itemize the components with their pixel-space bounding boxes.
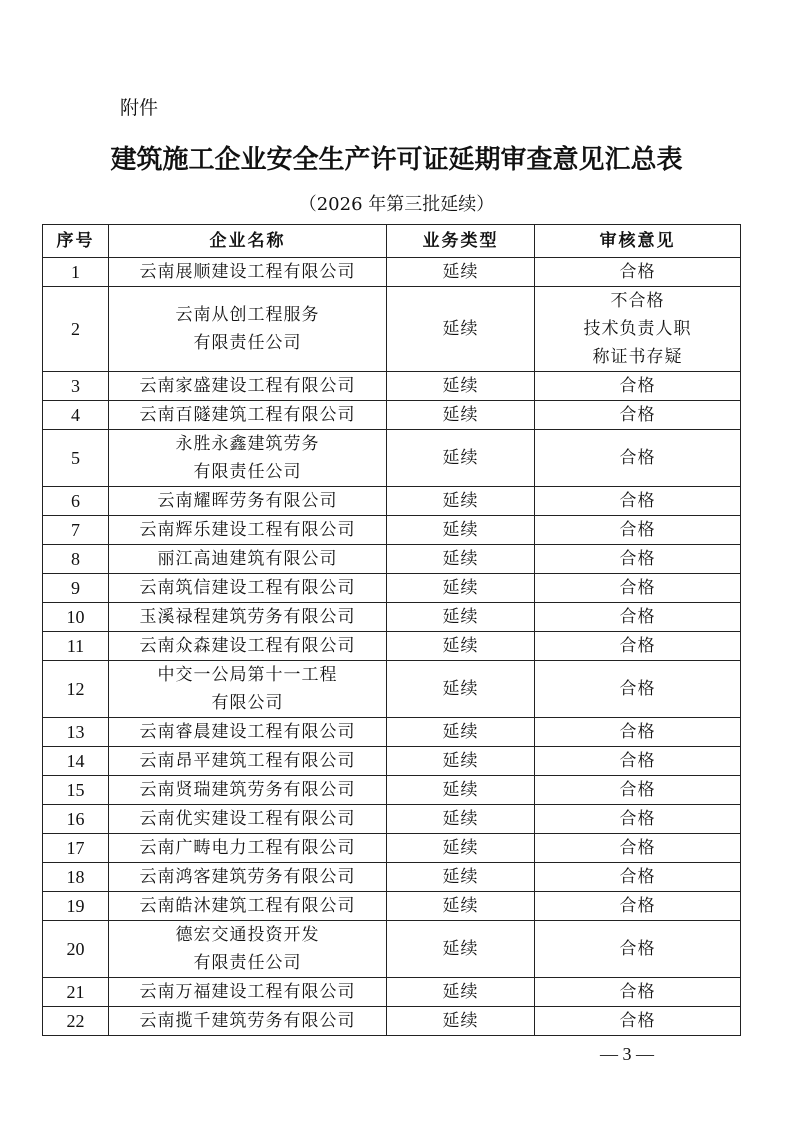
review-opinion-line: 合格 xyxy=(619,982,656,1002)
table-row xyxy=(43,863,741,892)
business-type-cell: 延续 xyxy=(387,430,535,487)
review-opinion-cell xyxy=(535,805,741,834)
table-row xyxy=(43,430,741,487)
serial-number-cell: 10 xyxy=(43,603,109,632)
company-name-cell xyxy=(109,661,387,718)
company-name-cell xyxy=(109,718,387,747)
review-opinion-cell xyxy=(535,892,741,921)
review-opinion-cell xyxy=(535,1007,741,1036)
serial-number-cell: 6 xyxy=(43,487,109,516)
review-opinion-line: 合格 xyxy=(619,838,656,858)
review-opinion-line: 合格 xyxy=(619,405,656,425)
serial-number-cell: 1 xyxy=(43,258,109,287)
attachment-label: 附件 xyxy=(120,97,159,119)
serial-number-cell: 5 xyxy=(43,430,109,487)
business-type-cell: 延续 xyxy=(387,978,535,1007)
page-number: — 3 — xyxy=(600,1044,654,1064)
company-name-line: 云南家盛建设工程有限公司 xyxy=(139,376,356,396)
company-name-line: 云南皓沐建筑工程有限公司 xyxy=(139,896,356,916)
review-opinion-cell xyxy=(535,372,741,401)
company-name-line: 云南睿晨建设工程有限公司 xyxy=(139,722,356,742)
review-opinion-cell xyxy=(535,487,741,516)
company-name-line: 云南展顺建设工程有限公司 xyxy=(139,262,356,282)
company-name-cell xyxy=(109,372,387,401)
review-opinion-cell xyxy=(535,921,741,978)
review-opinion-cell xyxy=(535,978,741,1007)
business-type-cell: 延续 xyxy=(387,603,535,632)
serial-number-cell: 2 xyxy=(43,287,109,372)
serial-number-cell: 22 xyxy=(43,1007,109,1036)
table-row xyxy=(43,1007,741,1036)
review-opinion-cell xyxy=(535,574,741,603)
company-name-cell xyxy=(109,401,387,430)
company-name-cell xyxy=(109,834,387,863)
serial-number-cell: 4 xyxy=(43,401,109,430)
review-opinion-cell xyxy=(535,430,741,487)
serial-number-cell: 13 xyxy=(43,718,109,747)
table-row xyxy=(43,287,741,372)
review-opinion-line: 称证书存疑 xyxy=(592,347,683,367)
company-name-line: 云南筑信建设工程有限公司 xyxy=(139,578,356,598)
review-opinion-line: 合格 xyxy=(619,448,656,468)
document-subtitle: （2026 年第三批延续） xyxy=(298,194,495,215)
review-opinion-line: 合格 xyxy=(619,262,656,282)
table-row xyxy=(43,372,741,401)
review-opinion-line: 合格 xyxy=(619,636,656,656)
company-name-cell xyxy=(109,632,387,661)
review-opinion-line: 合格 xyxy=(619,939,656,959)
review-opinion-cell xyxy=(535,287,741,372)
review-opinion-line: 合格 xyxy=(619,549,656,569)
table-header-row xyxy=(43,225,741,258)
company-name-line: 德宏交通投资开发 xyxy=(175,925,320,945)
serial-number-cell: 21 xyxy=(43,978,109,1007)
header-company-name: 企业名称 xyxy=(109,225,387,258)
serial-number-cell: 19 xyxy=(43,892,109,921)
review-opinion-cell xyxy=(535,747,741,776)
serial-number-cell: 7 xyxy=(43,516,109,545)
company-name-line: 中交一公局第十一工程 xyxy=(157,665,338,685)
review-opinion-cell xyxy=(535,718,741,747)
company-name-line: 有限责任公司 xyxy=(193,953,302,973)
table-row xyxy=(43,921,741,978)
review-opinion-line: 合格 xyxy=(619,491,656,511)
company-name-line: 云南揽千建筑劳务有限公司 xyxy=(139,1011,356,1031)
table-row xyxy=(43,747,741,776)
table-row xyxy=(43,661,741,718)
review-opinion-line: 合格 xyxy=(619,376,656,396)
business-type-cell: 延续 xyxy=(387,258,535,287)
serial-number-cell: 11 xyxy=(43,632,109,661)
review-opinion-cell xyxy=(535,401,741,430)
company-name-line: 有限公司 xyxy=(211,693,284,713)
company-name-line: 云南耀晖劳务有限公司 xyxy=(157,491,338,511)
company-name-cell xyxy=(109,863,387,892)
company-name-line: 有限责任公司 xyxy=(193,333,302,353)
company-name-line: 玉溪禄程建筑劳务有限公司 xyxy=(139,607,356,627)
serial-number-cell: 12 xyxy=(43,661,109,718)
company-name-cell xyxy=(109,516,387,545)
table-row xyxy=(43,401,741,430)
company-name-line: 云南从创工程服务 xyxy=(175,305,320,325)
serial-number-cell: 20 xyxy=(43,921,109,978)
business-type-cell: 延续 xyxy=(387,487,535,516)
company-name-line: 云南百隧建筑工程有限公司 xyxy=(139,405,356,425)
business-type-cell: 延续 xyxy=(387,632,535,661)
review-opinion-cell xyxy=(535,834,741,863)
review-opinion-line: 合格 xyxy=(619,722,656,742)
review-opinion-cell xyxy=(535,545,741,574)
company-name-line: 云南昂平建筑工程有限公司 xyxy=(139,751,356,771)
serial-number-cell: 9 xyxy=(43,574,109,603)
table-row xyxy=(43,603,741,632)
review-opinion-line: 合格 xyxy=(619,896,656,916)
review-opinion-cell xyxy=(535,258,741,287)
review-opinion-line: 合格 xyxy=(619,867,656,887)
company-name-line: 云南众森建设工程有限公司 xyxy=(139,636,356,656)
table-row xyxy=(43,978,741,1007)
business-type-cell: 延续 xyxy=(387,834,535,863)
business-type-cell: 延续 xyxy=(387,805,535,834)
business-type-cell: 延续 xyxy=(387,516,535,545)
serial-number-cell: 15 xyxy=(43,776,109,805)
business-type-cell: 延续 xyxy=(387,401,535,430)
company-name-cell xyxy=(109,287,387,372)
review-opinion-line: 不合格 xyxy=(610,291,665,311)
review-opinion-line: 技术负责人职 xyxy=(583,319,692,339)
company-name-line: 云南鸿客建筑劳务有限公司 xyxy=(139,867,356,887)
business-type-cell: 延续 xyxy=(387,661,535,718)
header-serial-number: 序号 xyxy=(43,225,109,258)
company-name-cell xyxy=(109,545,387,574)
table-row xyxy=(43,545,741,574)
review-opinion-line: 合格 xyxy=(619,607,656,627)
review-opinion-line: 合格 xyxy=(619,679,656,699)
serial-number-cell: 14 xyxy=(43,747,109,776)
company-name-line: 丽江高迪建筑有限公司 xyxy=(157,549,338,569)
business-type-cell: 延续 xyxy=(387,747,535,776)
review-opinion-line: 合格 xyxy=(619,751,656,771)
company-name-cell xyxy=(109,430,387,487)
business-type-cell: 延续 xyxy=(387,892,535,921)
company-name-cell xyxy=(109,978,387,1007)
serial-number-cell: 3 xyxy=(43,372,109,401)
company-name-cell xyxy=(109,805,387,834)
company-name-cell xyxy=(109,603,387,632)
serial-number-cell: 8 xyxy=(43,545,109,574)
review-opinion-cell xyxy=(535,863,741,892)
company-name-cell xyxy=(109,574,387,603)
company-name-cell xyxy=(109,487,387,516)
business-type-cell: 延续 xyxy=(387,574,535,603)
company-name-cell xyxy=(109,776,387,805)
company-name-line: 永胜永鑫建筑劳务 xyxy=(175,434,320,454)
review-opinion-cell xyxy=(535,776,741,805)
review-opinion-line: 合格 xyxy=(619,780,656,800)
company-name-cell xyxy=(109,1007,387,1036)
business-type-cell: 延续 xyxy=(387,1007,535,1036)
review-summary-table xyxy=(42,224,741,1036)
business-type-cell: 延续 xyxy=(387,776,535,805)
company-name-cell xyxy=(109,892,387,921)
business-type-cell: 延续 xyxy=(387,545,535,574)
table-row xyxy=(43,718,741,747)
review-opinion-cell xyxy=(535,603,741,632)
company-name-line: 云南广畴电力工程有限公司 xyxy=(139,838,356,858)
review-opinion-line: 合格 xyxy=(619,520,656,540)
table-row xyxy=(43,834,741,863)
business-type-cell: 延续 xyxy=(387,372,535,401)
table-row xyxy=(43,805,741,834)
table-row xyxy=(43,487,741,516)
business-type-cell: 延续 xyxy=(387,921,535,978)
company-name-line: 云南万福建设工程有限公司 xyxy=(139,982,356,1002)
company-name-cell xyxy=(109,747,387,776)
business-type-cell: 延续 xyxy=(387,287,535,372)
company-name-line: 云南辉乐建设工程有限公司 xyxy=(139,520,356,540)
business-type-cell: 延续 xyxy=(387,718,535,747)
company-name-cell xyxy=(109,258,387,287)
table-body xyxy=(43,258,741,1036)
table-row xyxy=(43,574,741,603)
header-business-type: 业务类型 xyxy=(387,225,535,258)
table-row xyxy=(43,516,741,545)
table-row xyxy=(43,258,741,287)
document-title: 建筑施工企业安全生产许可证延期审查意见汇总表 xyxy=(110,145,683,175)
review-opinion-line: 合格 xyxy=(619,578,656,598)
table-row xyxy=(43,776,741,805)
serial-number-cell: 16 xyxy=(43,805,109,834)
review-opinion-cell xyxy=(535,516,741,545)
company-name-line: 有限责任公司 xyxy=(193,462,302,482)
table-row xyxy=(43,632,741,661)
review-opinion-cell xyxy=(535,661,741,718)
review-opinion-line: 合格 xyxy=(619,809,656,829)
review-opinion-cell xyxy=(535,632,741,661)
company-name-line: 云南贤瑞建筑劳务有限公司 xyxy=(139,780,356,800)
company-name-cell xyxy=(109,921,387,978)
serial-number-cell: 17 xyxy=(43,834,109,863)
serial-number-cell: 18 xyxy=(43,863,109,892)
company-name-line: 云南优实建设工程有限公司 xyxy=(139,809,356,829)
business-type-cell: 延续 xyxy=(387,863,535,892)
table-row xyxy=(43,892,741,921)
header-review-opinion: 审核意见 xyxy=(535,225,741,258)
review-opinion-line: 合格 xyxy=(619,1011,656,1031)
